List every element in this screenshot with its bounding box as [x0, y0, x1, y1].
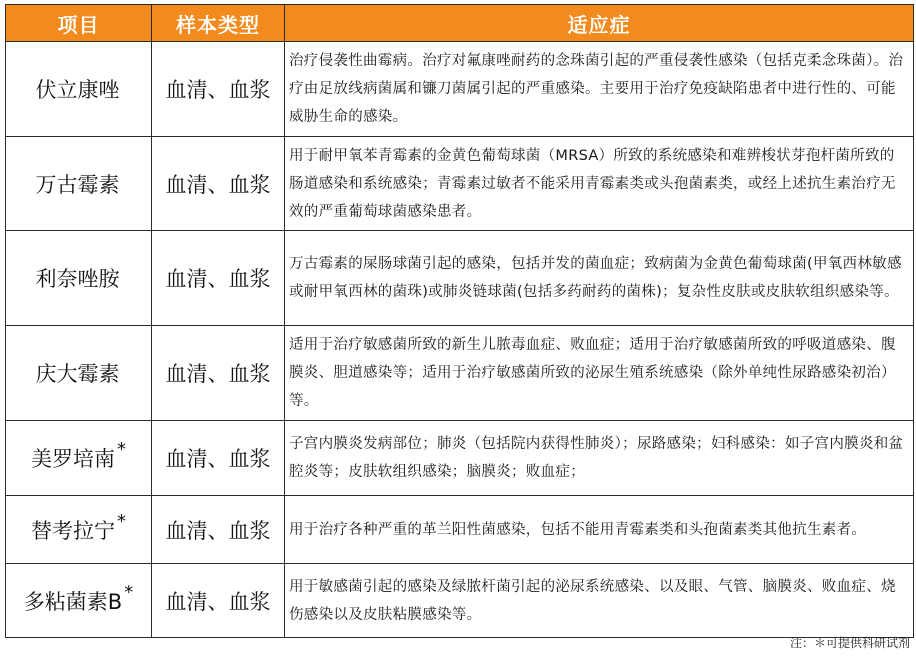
drug-table	[5, 4, 914, 638]
sample-type: 血清、血浆	[152, 421, 285, 496]
asterisk-mark: *	[124, 581, 134, 603]
indication-text: 用于耐甲氧苯青霉素的金黄色葡萄球菌（MRSA）所致的系统感染和难辨梭状芽孢杆菌所致的肠道感染和系统感染；青霉素过敏者不能采用青霉素类或头孢菌素类，或经上述抗生素治疗无效的严重葡萄球菌感染患者。	[285, 137, 914, 231]
header-indication: 适应症	[285, 5, 914, 42]
asterisk-mark: *	[117, 439, 126, 460]
drug-name: 美罗培南 *	[6, 421, 152, 496]
asterisk-mark: *	[117, 510, 126, 532]
sample-type: 血清、血浆	[152, 564, 285, 638]
indication-text: 用于治疗各种严重的革兰阳性菌感染，包括不能用青霉素类和头孢菌素类其他抗生素者。	[285, 496, 914, 564]
drug-name: 伏立康唑	[6, 42, 152, 137]
table-row	[6, 231, 914, 326]
indication-text: 适用于治疗敏感菌所致的新生儿脓毒血症、败血症；适用于治疗敏感菌所致的呼吸道感染、腹膜炎、胆道感染等；适用于治疗敏感菌所致的泌尿生殖系统感染（除外单纯性尿路感染初治）等。	[285, 326, 914, 421]
drug-name: 替考拉宁 *	[6, 496, 152, 564]
indication-text: 治疗侵袭性曲霉病。治疗对氟康唑耐药的念珠菌引起的严重侵袭性感染（包括克柔念珠菌）。治疗由足放线病菌属和镰刀菌属引起的严重感染。主要用于治疗免疫缺陷患者中进行性的、可能威胁生命的感染。	[285, 42, 914, 137]
sample-type: 血清、血浆	[152, 496, 285, 564]
table-header-row	[6, 5, 914, 42]
footnote: 注：＊可提供科研试剂	[789, 636, 910, 650]
indication-text: 用于敏感菌引起的感染及绿脓杆菌引起的泌尿系统感染、以及眼、气管、脑膜炎、败血症、烧伤感染以及皮肤粘膜感染等。	[285, 564, 914, 638]
table-row	[6, 137, 914, 231]
sample-type: 血清、血浆	[152, 137, 285, 231]
header-sample-type: 样本类型	[152, 5, 285, 42]
drug-name: 庆大霉素	[6, 326, 152, 421]
drug-name: 利奈唑胺	[6, 231, 152, 326]
table-row	[6, 496, 914, 564]
indication-text: 子宫内膜炎发病部位；肺炎（包括院内获得性肺炎）；尿路感染；妇科感染：如子宫内膜炎和盆腔炎等；皮肤软组织感染；脑膜炎；败血症；	[285, 421, 914, 496]
sample-type: 血清、血浆	[152, 42, 285, 137]
sample-type: 血清、血浆	[152, 326, 285, 421]
table-row	[6, 564, 914, 638]
table-row	[6, 421, 914, 496]
indication-text: 万古霉素的屎肠球菌引起的感染，包括并发的菌血症；致病菌为金黄色葡萄球菌(甲氧西林敏感或耐甲氧西林的菌珠)或肺炎链球菌(包括多药耐药的菌株)；复杂性皮肤或皮肤软组织感染等。	[285, 231, 914, 326]
table-row	[6, 326, 914, 421]
table-row	[6, 42, 914, 137]
drug-name: 多粘菌素B *	[6, 564, 152, 638]
sample-type: 血清、血浆	[152, 231, 285, 326]
header-item: 项目	[6, 5, 152, 42]
drug-name: 万古霉素	[6, 137, 152, 231]
